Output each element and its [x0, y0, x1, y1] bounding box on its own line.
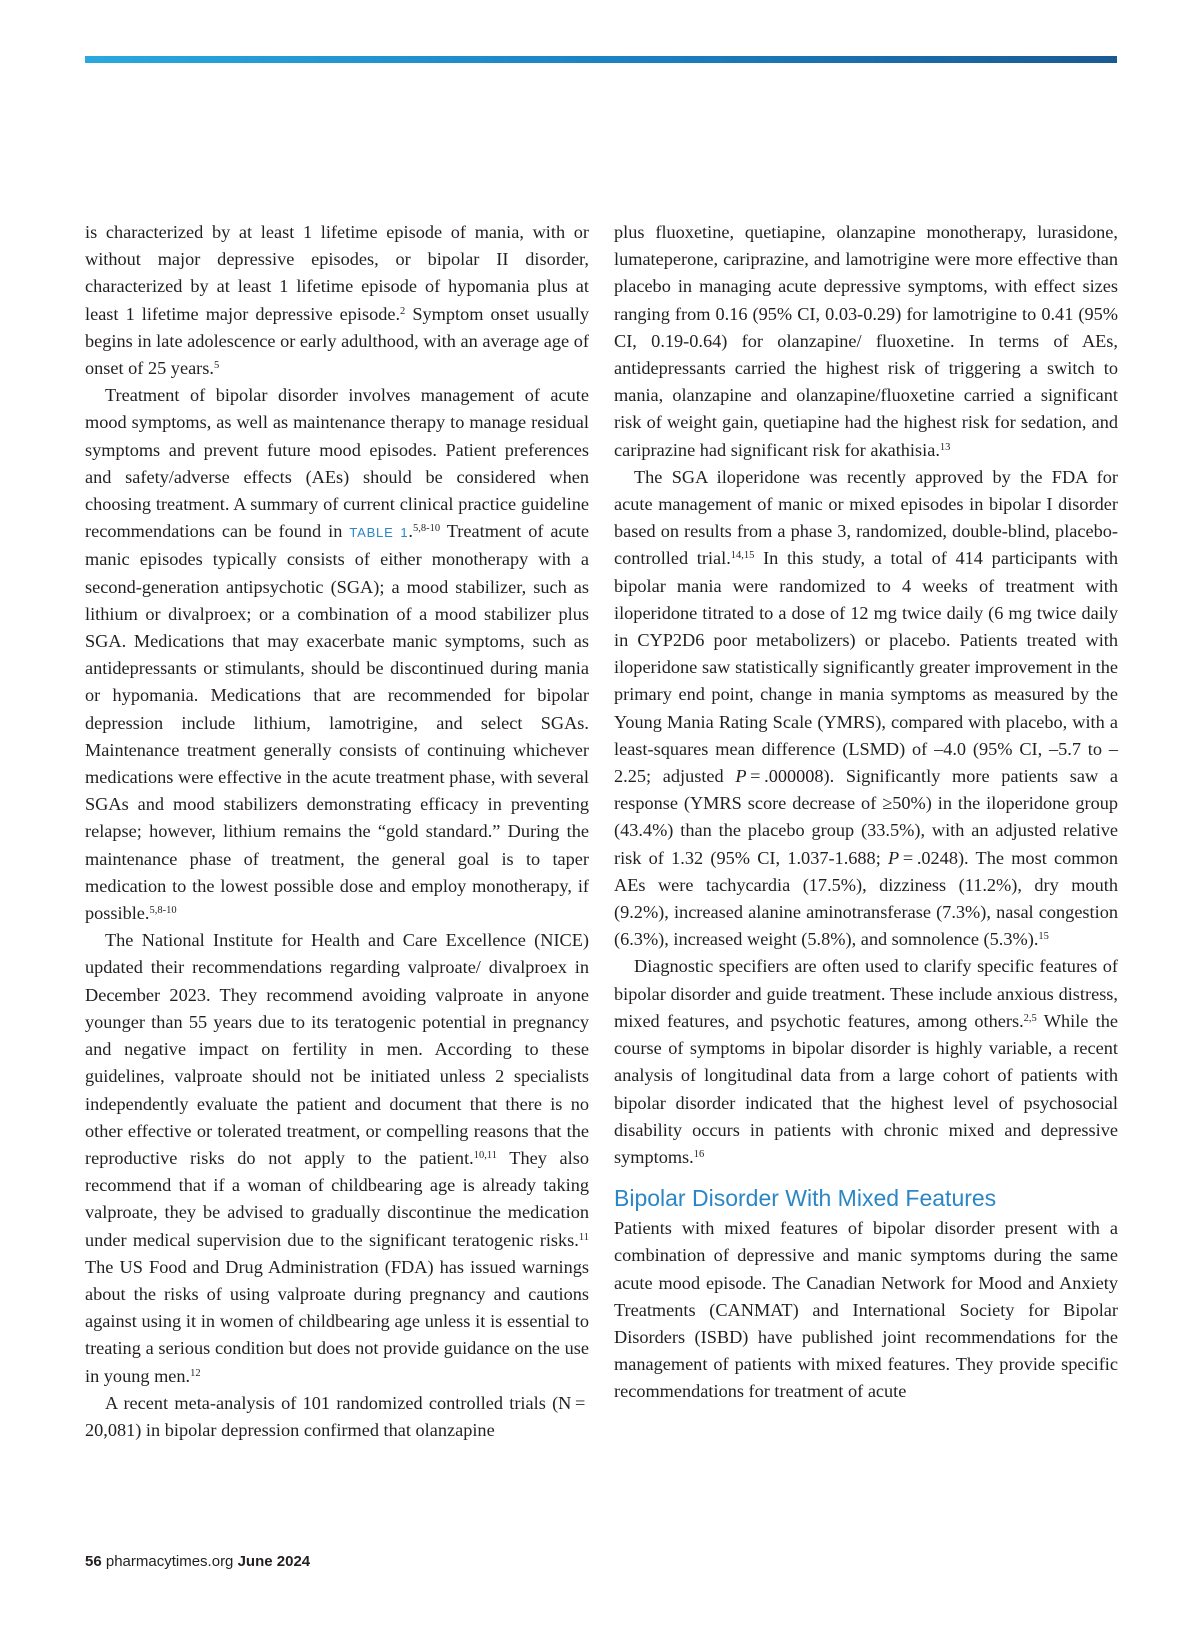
- page-number: 56: [85, 1553, 102, 1570]
- citation: 11: [578, 1231, 589, 1243]
- table-1-link[interactable]: TABLE 1: [349, 525, 409, 541]
- citation: 14,15: [730, 550, 755, 562]
- citation: 2,5: [1023, 1012, 1037, 1024]
- citation: 2: [400, 305, 406, 317]
- header-accent-rule: [85, 56, 1117, 63]
- paragraph: Patients with mixed features of bipolar disorder present with a combination of depressive and manic symptoms during the same acute mood episode. The Canadian Network for Mood and Anxiety Treatments (CANMAT) and International Society for Bipolar Disorders (ISBD) have published joint recommendations for the management of patients with mixed features. They provide specific recommendations for treatment of acute: [614, 1218, 1118, 1402]
- page-footer: [85, 1553, 310, 1570]
- right-column: [614, 219, 1118, 1406]
- citation: 13: [939, 441, 951, 453]
- citation: 15: [1038, 931, 1049, 943]
- paragraph: is characterized by at least 1 lifetime episode of mania, with or without major depressive episodes, or bipolar II disorder, characterized by at least 1 lifetime episode of hypomania plus at least 1 lifetime major depressive episode.$^2$ Symptom onset usually begins in late adolescence or early adulthood, with an average age of onset of 25 years.$^5$: [85, 222, 590, 379]
- section-heading: Bipolar Disorder With Mixed Features: [614, 1185, 997, 1212]
- citation: 10,11: [473, 1149, 497, 1161]
- citation: 16: [693, 1148, 705, 1160]
- paragraph: The SGA iloperidone was recently approved by the FDA for acute management of manic or mixed episodes in bipolar I disorder based on results from a phase 3, randomized, double-blind, placebo-controlled trial.$^{14,15}$ In this study, a total of 414 participants with bipolar mania were randomized to 4 weeks of treatment with iloperidone titrated to a dose of 12 mg twice daily (6 mg twice daily in CYP2D6 poor metabolizers) or placebo. Patients treated with iloperidone saw statistically significantly greater improvement in the primary end point, change in mania symptoms as measured by the Young Mania Rating Scale (YMRS), compared with placebo, with a least-squares mean difference (LSMD) of –4.0 (95% CI, –5.7 to –2.25; adjusted P = .000008). Significantly more patients saw a response (YMRS score decrease of ≥50%) in the iloperidone group (43.4%) than the placebo group (33.5%), with an adjusted relative risk of 1.32 (95% CI, 1.037-1.688; P = .0248). The most common AEs were tachycardia (17.5%), dizziness (11.2%), dry mouth (9.2%), increased alanine aminotransferase (7.3%), nasal congestion (6.3%), increased weight (5.8%), and somnolence (5.3%).$^{15}$: [614, 466, 1119, 950]
- footer-issue: June 2024: [237, 1553, 311, 1570]
- paragraph: A recent meta-analysis of 101 randomized controlled trials (N = 20,081) in bipolar depression confirmed that olanzapine: [85, 1392, 589, 1440]
- left-column: [85, 219, 589, 1444]
- citation: 5: [213, 360, 220, 372]
- paragraph: The National Institute for Health and Care Excellence (NICE) updated their recommendations regarding valproate/ divalproex in December 2023. They recommend avoiding valproate in anyone younger than 55 years due to its teratogenic potential in pregnancy and negative impact on fertility in men. According to these guidelines, valproate should not be initiated unless 2 specialists independently evaluate the patient and document that there is no other effective or tolerated treatment, or compelling reasons that the reproductive risks do not apply to the patient.$^{10,11}$ They also recommend that if a woman of childbearing age is already taking valproate, they be advised to gradually discontinue the medication under medical supervision due to the significant teratogenic risks.$^{11}$ The US Food and Drug Administration (FDA) has issued warnings about the risks of using valproate during pregnancy and cautions against using it in women of childbearing age unless it is essential to treating a serious condition but does not provide guidance on the use in young men.$^{12}$: [85, 930, 589, 1386]
- paragraph: plus fluoxetine, quetiapine, olanzapine monotherapy, lurasidone, lumateperone, cariprazine, and lamotrigine were more effective than placebo in managing acute depressive symptoms, with effect sizes ranging from 0.16 (95% CI, 0.03-0.29) for lamotrigine to 0.41 (95% CI, 0.19-0.64) for olanzapine/ fluoxetine. In terms of AEs, antidepressants carried the highest risk of triggering a switch to mania, olanzapine and olanzapine/fluoxetine carried a significant risk of weight gain, quetiapine had the highest risk for sedation, and cariprazine had significant risk for akathisia.$^{13}$: [614, 222, 1118, 460]
- citation: 5,8-10: [413, 523, 441, 535]
- paragraph: Diagnostic specifiers are often used to clarify specific features of bipolar disorder and guide treatment. These include anxious distress, mixed features, and psychotic features, among others.$^{2,5}$ While the course of symptoms in bipolar disorder is highly variable, a recent analysis of longitudinal data from a large cohort of patients with bipolar disorder indicated that the highest level of psychosocial disability occurs in patients with chronic mixed and depressive symptoms.$^{16}$: [614, 956, 1119, 1167]
- citation: 12: [190, 1367, 201, 1379]
- paragraph: Treatment of bipolar disorder involves management of acute mood symptoms, as well as maintenance therapy to manage residual symptoms and prevent future mood episodes. Patient preferences and safety/adverse effects (AEs) should be considered when choosing treatment. A summary of current clinical practice guideline recommendations can be found in TABLE 1.$^{5,8-10}$ Treatment of acute manic episodes typically consists of either monotherapy with a second-generation antipsychotic (SGA); a mood stabilizer, such as lithium or divalproex; or a combination of a mood stabilizer plus SGA. Medications that may exacerbate manic symptoms, such as antidepressants or stimulants, should be discontinued during mania or hypomania. Medications that are recommended for bipolar depression include lithium, lamotrigine, and select SGAs. Maintenance treatment generally consists of continuing whichever medications were effective in the acute treatment phase, with several SGAs and mood stabilizers demonstrating efficacy in preventing relapse; however, lithium remains the “gold standard.” During the maintenance phase of treatment, the general goal is to taper medication to the lowest possible dose and employ monotherapy, if possible.$^{5,8-10}$: [85, 385, 589, 924]
- citation: 5,8-10: [149, 905, 177, 917]
- footer-site: pharmacytimes.org: [105, 1553, 234, 1570]
